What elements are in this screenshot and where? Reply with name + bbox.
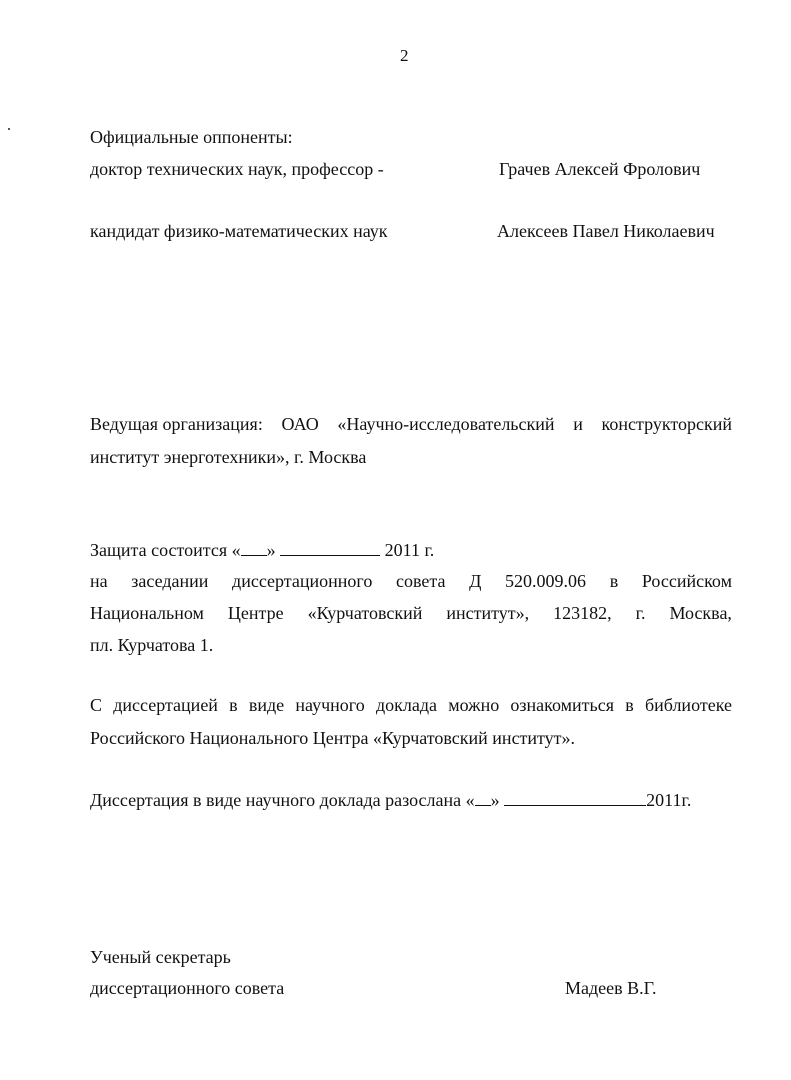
defense-word: в [609,571,619,591]
day-blank [241,540,267,556]
opponent-2-name: Алексеев Павел Николаевич [497,221,715,241]
defense-word: диссертационного [232,571,373,591]
defense-word: Москва, [669,603,732,623]
dispatch-month-blank [504,790,646,806]
defense-line-2 [90,572,732,590]
defense-word: 520.009.06 [505,571,587,591]
defense-word: институт», [446,603,530,623]
leading-org-word: ОАО [281,414,319,434]
leading-org-word: «Научно-исследовательский [337,414,555,434]
defense-line-4: пл. Курчатова 1. [90,635,214,655]
dispatch-day-blank [475,790,491,806]
library-word: С [90,695,103,715]
scan-speck [8,128,10,130]
leading-org-label: Ведущая организация: [90,414,263,434]
defense-word: 123182, [553,603,612,623]
dispatch-line [90,790,691,809]
dispatch-text: Диссертация в виде научного доклада разослана « [90,790,475,810]
library-word: диссертацией [113,695,218,715]
month-blank [280,540,380,556]
defense-year: 2011 г. [380,540,435,560]
library-word: доклада [375,695,437,715]
leading-org-word: конструкторский [601,414,732,434]
secretary-name: Мадеев В.Г. [565,978,657,998]
library-word: можно [448,695,500,715]
defense-word: на [90,571,108,591]
defense-line-1 [90,540,434,559]
library-word: в [625,695,634,715]
defense-word: Центре [227,603,284,623]
defense-word: заседании [131,571,209,591]
library-line-1 [90,696,732,714]
defense-word: Национальном [90,603,204,623]
opponent-2-degree: кандидат физико-математических наук [90,221,388,241]
defense-word: «Курчатовский [307,603,423,623]
library-word: ознакомиться [510,695,615,715]
secretary-title-line-1: Ученый секретарь [90,947,231,967]
defense-line-3 [90,604,732,622]
library-word: в [229,695,238,715]
opponent-1-name: Грачев Алексей Фролович [499,159,701,179]
secretary-title-line-2: диссертационного совета [90,978,285,998]
leading-org-line-1 [90,415,732,433]
library-line-2: Российского Национального Центра «Курчатовский институт». [90,728,576,748]
opponent-1-degree: доктор технических наук, профессор - [90,159,384,179]
dispatch-quote-close: » [490,790,500,810]
defense-word: Д [469,571,482,591]
defense-date-prefix: Защита состоится « [90,540,241,560]
leading-org-line-2: институт энерготехники», г. Москва [90,447,367,467]
library-word: библиотеке [644,695,732,715]
defense-word: Российском [641,571,732,591]
defense-word: совета [396,571,446,591]
defense-quote-close: » [266,540,276,560]
opponents-title: Официальные оппоненты: [90,127,293,147]
dispatch-year: 2011г. [646,790,692,810]
page-number: 2 [400,46,409,65]
defense-word: г. [635,603,646,623]
leading-org-word: и [573,414,583,434]
library-word: виде [248,695,285,715]
library-word: научного [295,695,365,715]
